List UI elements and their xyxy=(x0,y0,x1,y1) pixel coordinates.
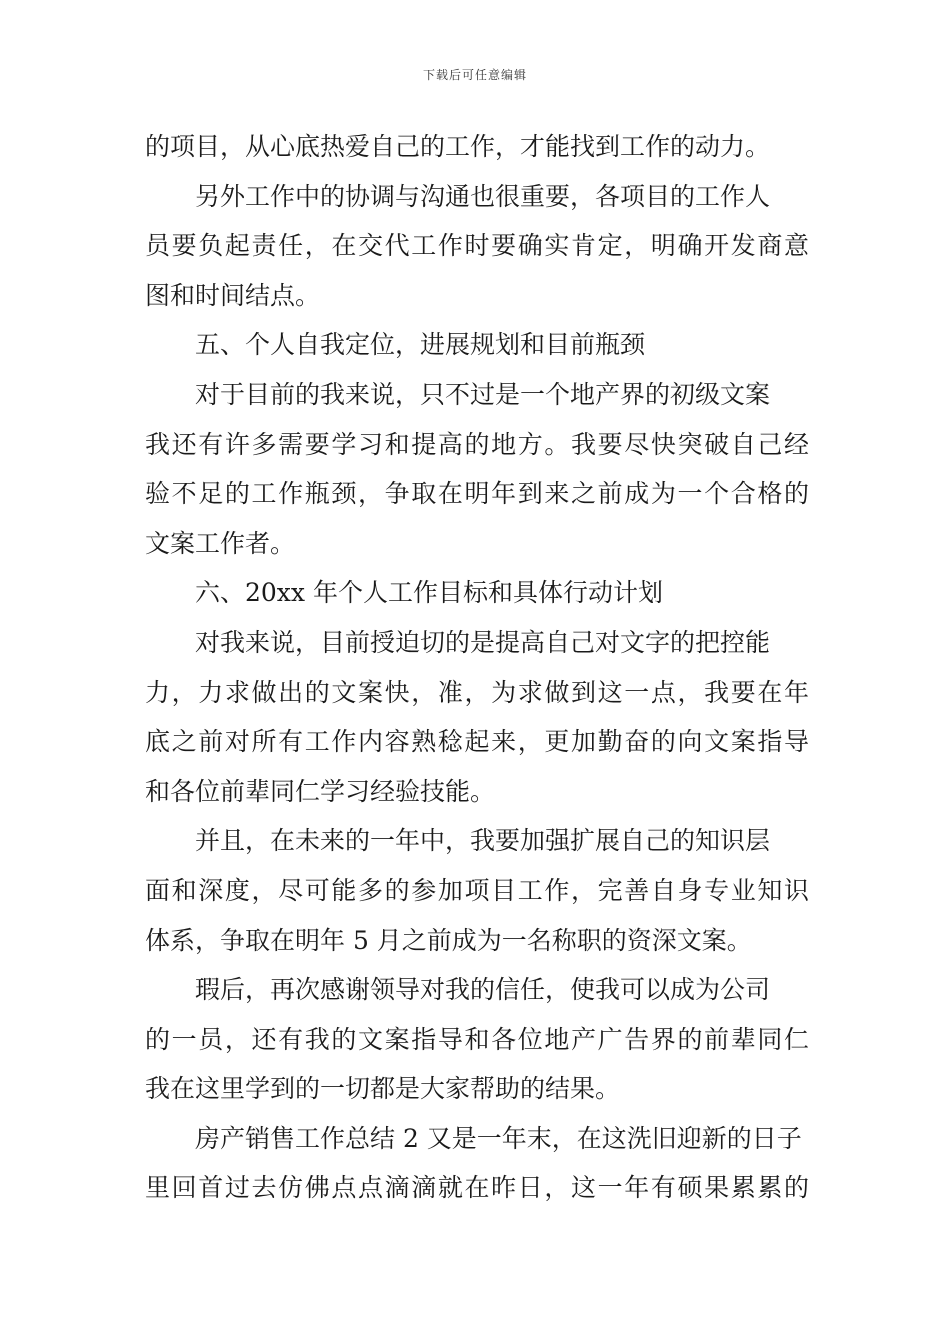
text-line: 瑕后，再次感谢领导对我的信任，使我可以成为公司 xyxy=(195,975,771,1005)
text-line: 力，力求做出的文案快，准，为求做到这一点，我要在年 xyxy=(145,677,809,707)
text-line: 我在这里学到的一切都是大家帮助的结果。 xyxy=(145,1074,621,1104)
section-heading: 五、个人自我定位，进展规划和目前瓶颈 xyxy=(195,330,646,360)
text-line: 对于目前的我来说，只不过是一个地产界的初级文案 xyxy=(195,379,771,409)
text-line: 图和时间结点。 xyxy=(145,280,321,310)
page-header: 下载后可任意编辑 xyxy=(422,68,527,82)
text-line: 我还有许多需要学习和提高的地方。我要尽快突破自己经 xyxy=(145,429,809,459)
text-line: 房产销售工作总结 2 又是一年末，在这洗旧迎新的日子 xyxy=(195,1123,802,1153)
text-line: 里回首过去仿佛点点滴滴就在昨日，这一年有硕果累累的 xyxy=(145,1173,809,1203)
text-line: 验不足的工作瓶颈，争取在明年到来之前成为一个合格的 xyxy=(145,479,809,509)
text-line: 的项目，从心底热爱自己的工作，才能找到工作的动力。 xyxy=(145,132,771,161)
text-line: 并且，在未来的一年中，我要加强扩展自己的知识层 xyxy=(195,826,771,856)
document-body xyxy=(145,122,809,1213)
text-line: 体系，争取在明年 5 月之前成为一名称职的资深文案。 xyxy=(145,925,752,955)
text-line: 面和深度，尽可能多的参加项目工作，完善自身专业知识 xyxy=(145,875,809,905)
text-line: 底之前对所有工作内容熟稔起来，更加勤奋的向文案指导 xyxy=(145,727,809,757)
text-line: 另外工作中的协调与沟通也很重要，各项目的工作人 xyxy=(195,181,771,211)
text-line: 员要负起责任，在交代工作时要确实肯定，明确开发商意 xyxy=(145,231,809,261)
text-line: 和各位前辈同仁学习经验技能。 xyxy=(145,776,496,806)
section-heading: 六、20xx 年个人工作目标和具体行动计划 xyxy=(195,578,663,608)
text-line: 对我来说，目前授迫切的是提高自己对文字的把控能 xyxy=(195,627,771,657)
text-line: 文案工作者。 xyxy=(145,528,296,558)
text-line: 的一员，还有我的文案指导和各位地产广告界的前辈同仁 xyxy=(145,1024,809,1054)
